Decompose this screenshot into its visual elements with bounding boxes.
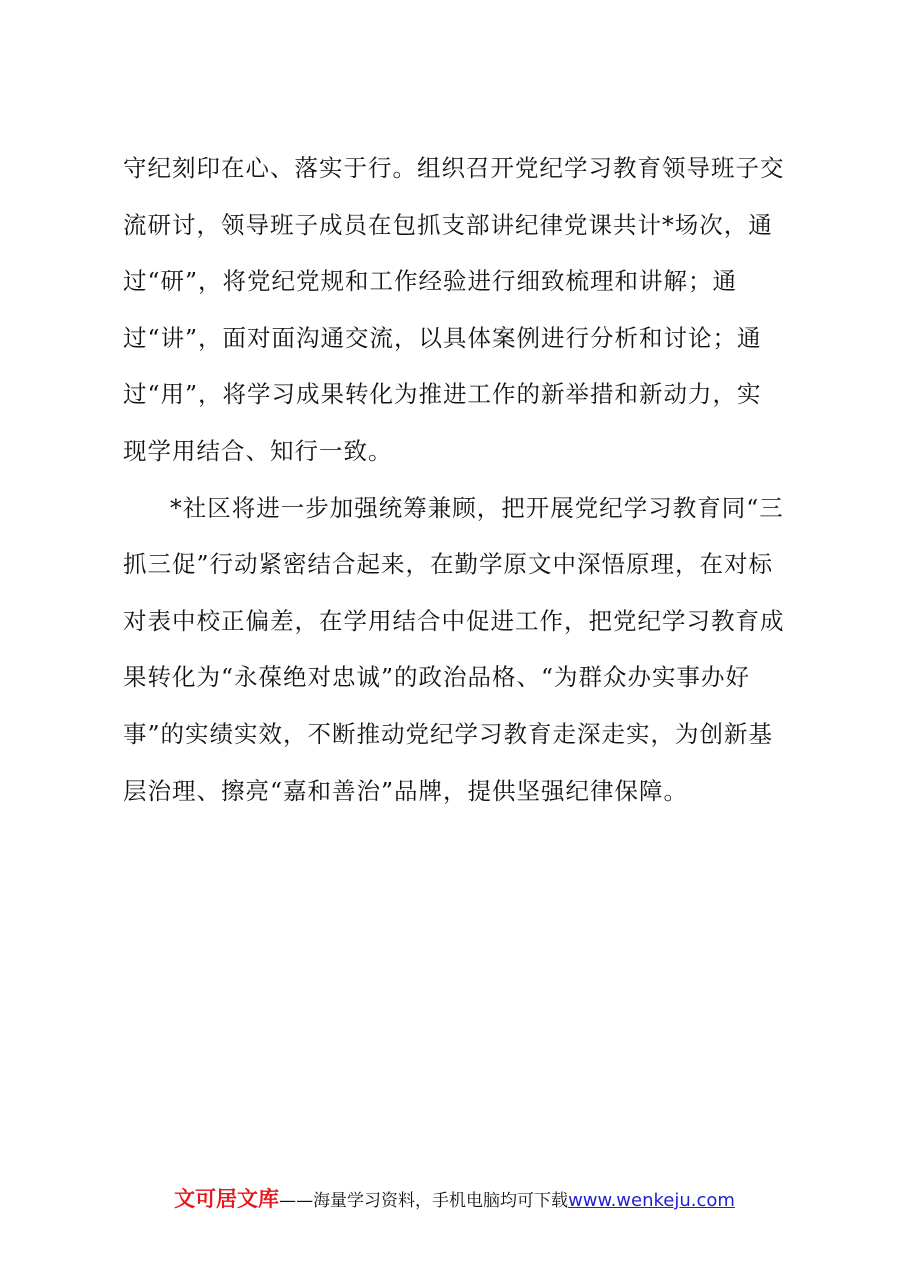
paragraph-line: 过“研”，将党纪党规和工作经验进行细致梳理和讲解；通 <box>123 267 738 296</box>
paragraph-line: 过“讲”，面对面沟通交流，以具体案例进行分析和讨论；通 <box>123 323 762 352</box>
footer-slogan: ——海量学习资料，手机电脑均可下载 <box>279 1191 569 1211</box>
website-link[interactable]: www.wenkeju.com <box>568 1190 735 1211</box>
paragraph-line: 抓三促”行动紧密结合起来，在勤学原文中深悟原理，在对标 <box>123 550 774 579</box>
footer-banner <box>0 1183 909 1213</box>
paragraph-line: *社区将进一步加强统筹兼顾，把开展党纪学习教育同“三 <box>170 493 784 522</box>
document-body <box>123 140 803 819</box>
paragraph-line: 流研讨，领导班子成员在包抓支部讲纪律党课共计*场次，通 <box>123 210 773 239</box>
paragraph-line: 果转化为“永葆绝对忠诚”的政治品格、“为群众办实事办好 <box>123 663 751 692</box>
paragraph-line: 事”的实绩实效，不断推动党纪学习教育走深走实，为创新基 <box>123 719 774 748</box>
paragraph-line: 层治理、擦亮“嘉和善治”品牌，提供坚强纪律保障。 <box>123 776 689 805</box>
paragraph-line: 过“用”，将学习成果转化为推进工作的新举措和新动力，实 <box>123 380 762 409</box>
paragraph-line: 守纪刻印在心、落实于行。组织召开党纪学习教育领导班子交 <box>123 154 785 182</box>
brand-name: 文可居文库 <box>174 1187 280 1211</box>
paragraph-2 <box>123 480 803 820</box>
paragraph-line: 现学用结合、知行一致。 <box>123 436 393 465</box>
paragraph-line: 对表中校正偏差，在学用结合中促进工作，把党纪学习教育成 <box>123 606 785 635</box>
paragraph-1 <box>123 140 803 480</box>
